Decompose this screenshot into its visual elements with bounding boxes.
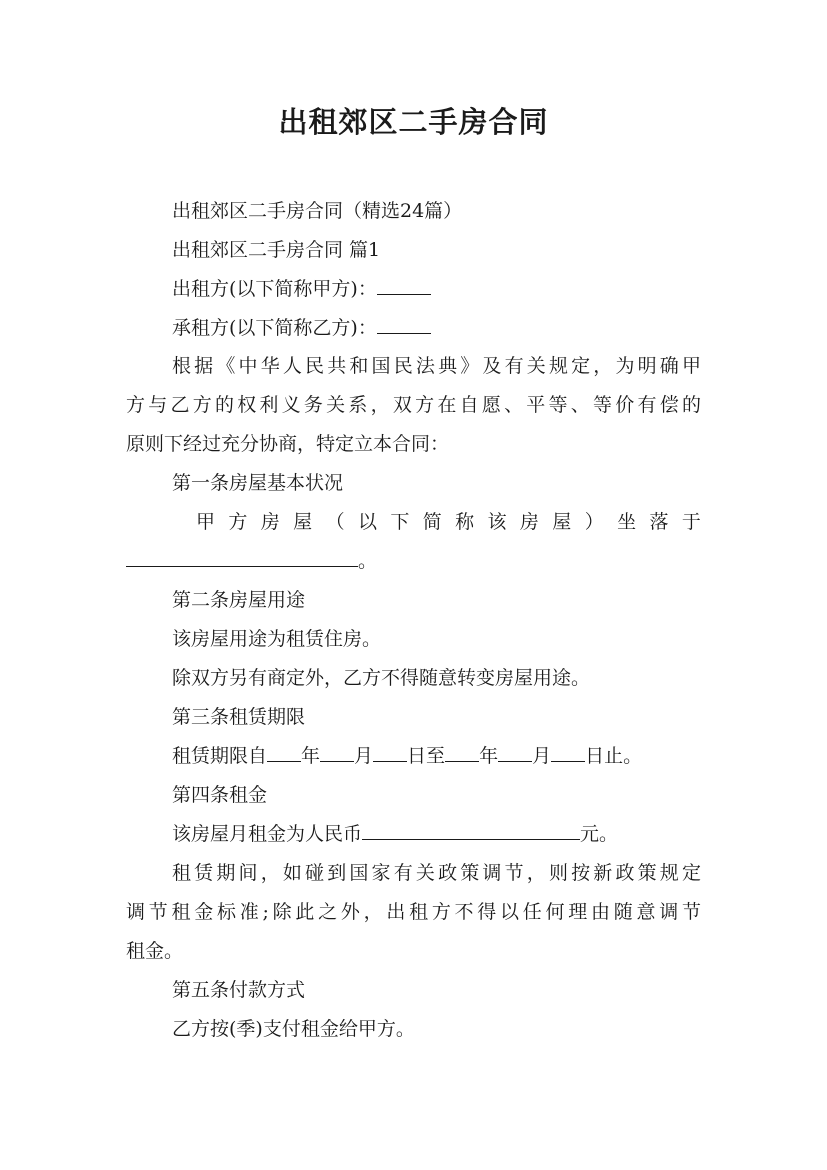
end-month-blank <box>498 744 532 762</box>
article1-heading: 第一条房屋基本状况 <box>172 472 344 494</box>
article1-char: 甲 <box>196 511 216 533</box>
article1-char: 称 <box>455 511 475 533</box>
term-year-2: 年 <box>479 745 499 767</box>
article3-heading: 第三条租赁期限 <box>172 706 306 728</box>
location-blank <box>126 549 358 567</box>
article2-line-2: 除双方另有商定外，乙方不得随意转变房屋用途。 <box>172 667 591 689</box>
start-year-blank <box>267 744 301 762</box>
term-day-1: 日至 <box>407 745 446 767</box>
part-heading: 出租郊区二手房合同 篇1 <box>172 239 381 261</box>
lessee-line <box>172 315 701 341</box>
article1-char: 落 <box>649 511 669 533</box>
article1-end: 。 <box>358 550 378 572</box>
start-day-blank <box>373 744 407 762</box>
lessee-label: 承租方(以下简称乙方)： <box>172 317 377 339</box>
article1-char: 屋 <box>293 511 313 533</box>
article1-char: 该 <box>487 511 507 533</box>
term-year-1: 年 <box>301 745 321 767</box>
term-month-2: 月 <box>532 745 552 767</box>
start-month-blank <box>320 744 354 762</box>
article1-char: 方 <box>228 511 248 533</box>
term-prefix: 租赁期限自 <box>172 745 268 767</box>
document-title: 出租郊区二手房合同 <box>278 105 549 139</box>
rent-amount-blank <box>362 822 580 840</box>
article1-char: 坐 <box>617 511 637 533</box>
article3-term-line <box>172 743 701 769</box>
article1-char: （ <box>325 511 345 533</box>
article4-para-line-2: 调节租金标准;除此之外，出租方不得以任何理由随意调节 <box>126 901 701 923</box>
article1-char: 以 <box>357 511 377 533</box>
article4-para-line-1: 租赁期间，如碰到国家有关政策调节，则按新政策规定 <box>172 862 701 884</box>
article1-char: 房 <box>519 511 539 533</box>
preamble-line-1: 根据《中华人民共和国民法典》及有关规定，为明确甲 <box>172 355 701 377</box>
preamble-line-2: 方与乙方的权利义务关系，双方在自愿、平等、等价有偿的 <box>126 394 701 416</box>
article5-line-1: 乙方按(季)支付租金给甲方。 <box>172 1018 415 1040</box>
article1-char: 屋 <box>552 511 572 533</box>
lessor-label: 出租方(以下简称甲方)： <box>172 278 377 300</box>
article4-rent-line <box>172 821 701 847</box>
article1-location-line <box>196 509 701 535</box>
article5-heading: 第五条付款方式 <box>172 979 306 1001</box>
lessor-line <box>172 276 701 302</box>
term-month-1: 月 <box>354 745 374 767</box>
lessee-blank <box>377 316 431 334</box>
rent-suffix: 元。 <box>580 823 619 845</box>
rent-prefix: 该房屋月租金为人民币 <box>172 823 363 845</box>
article2-heading: 第二条房屋用途 <box>172 589 306 611</box>
article2-line-1: 该房屋用途为租赁住房。 <box>172 628 382 650</box>
article4-heading: 第四条租金 <box>172 784 268 806</box>
term-day-2: 日止。 <box>585 745 643 767</box>
end-year-blank <box>445 744 479 762</box>
article4-para-line-3: 租金。 <box>126 940 184 962</box>
article1-char: 于 <box>681 511 701 533</box>
article1-char: ） <box>584 511 604 533</box>
article1-char: 下 <box>390 511 410 533</box>
article1-char: 简 <box>422 511 442 533</box>
end-day-blank <box>551 744 585 762</box>
lessor-blank <box>377 277 431 295</box>
article1-char: 房 <box>260 511 280 533</box>
article1-location-blank-line <box>126 548 701 574</box>
document-subtitle: 出租郊区二手房合同（精选24篇） <box>172 200 463 222</box>
preamble-line-3: 原则下经过充分协商，特定立本合同： <box>126 433 450 455</box>
